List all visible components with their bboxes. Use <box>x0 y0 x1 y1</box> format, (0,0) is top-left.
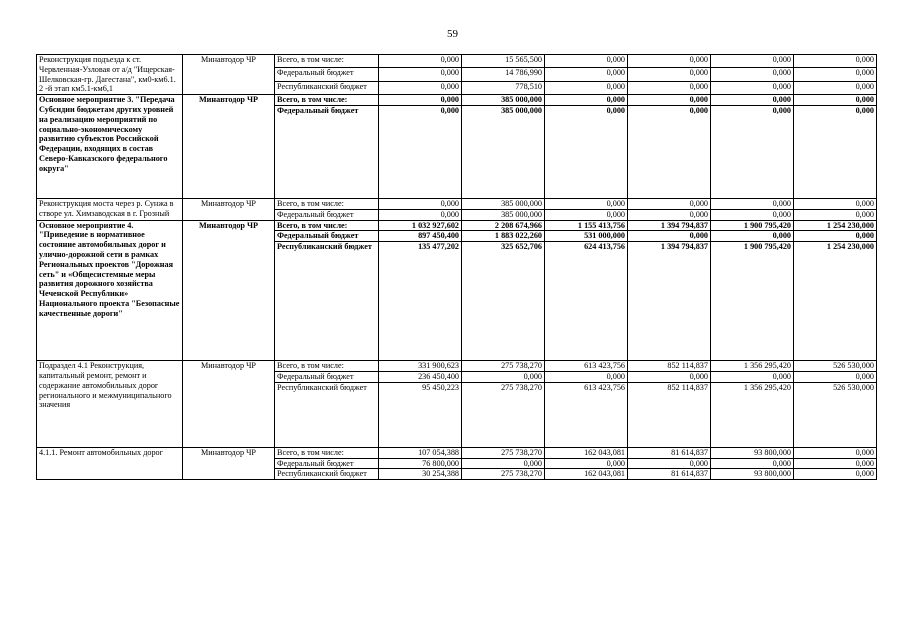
value-cell: 0,000 <box>628 68 711 81</box>
value-cell: 385 000,000 <box>462 95 545 106</box>
value-cell: 0,000 <box>794 95 877 106</box>
value-cell: 275 738,270 <box>462 382 545 447</box>
value-cell: 0,000 <box>794 231 877 242</box>
value-cell: 1 155 413,756 <box>545 220 628 231</box>
value-cell: 0,000 <box>711 371 794 382</box>
value-cell: 1 900 795,420 <box>711 220 794 231</box>
value-cell: 1 356 295,420 <box>711 361 794 372</box>
funding-source-cell: Республиканский бюджет <box>275 242 379 361</box>
value-cell: 81 614,837 <box>628 469 711 480</box>
value-cell: 0,000 <box>794 198 877 209</box>
table-row <box>37 55 877 68</box>
value-cell: 1 883 022,260 <box>462 231 545 242</box>
funding-source-cell: Федеральный бюджет <box>275 105 379 198</box>
value-cell: 0,000 <box>545 371 628 382</box>
value-cell: 0,000 <box>545 95 628 106</box>
table-row <box>37 447 877 458</box>
executor-cell: Минавтодор ЧР <box>183 95 275 199</box>
funding-source-cell: Федеральный бюджет <box>275 209 379 220</box>
value-cell: 0,000 <box>711 105 794 198</box>
value-cell: 0,000 <box>794 458 877 469</box>
value-cell: 624 413,756 <box>545 242 628 361</box>
value-cell: 93 800,000 <box>711 469 794 480</box>
value-cell: 1 254 230,000 <box>794 220 877 231</box>
value-cell: 331 900,623 <box>379 361 462 372</box>
value-cell: 0,000 <box>711 95 794 106</box>
value-cell: 0,000 <box>711 198 794 209</box>
table-row <box>37 361 877 372</box>
funding-source-cell: Республиканский бюджет <box>275 469 379 480</box>
value-cell: 0,000 <box>628 198 711 209</box>
value-cell: 0,000 <box>545 81 628 94</box>
value-cell: 0,000 <box>462 371 545 382</box>
value-cell: 1 900 795,420 <box>711 242 794 361</box>
value-cell: 0,000 <box>628 458 711 469</box>
value-cell: 30 254,388 <box>379 469 462 480</box>
executor-cell: Минавтодор ЧР <box>183 447 275 479</box>
value-cell: 0,000 <box>711 458 794 469</box>
value-cell: 778,510 <box>462 81 545 94</box>
page-number: 59 <box>447 28 458 40</box>
measure-name-cell: Реконструкция подъезда к ст. Червленная-Узловая от а/д "Ищерская-Шелковская-гр. Дагестана", км0-км6.1. 2 -й этап км5.1-км6,1 <box>37 55 183 95</box>
funding-source-cell: Всего, в том числе: <box>275 447 379 458</box>
value-cell: 135 477,202 <box>379 242 462 361</box>
value-cell: 236 450,400 <box>379 371 462 382</box>
value-cell: 0,000 <box>545 198 628 209</box>
value-cell: 0,000 <box>794 68 877 81</box>
funding-source-cell: Федеральный бюджет <box>275 458 379 469</box>
value-cell: 81 614,837 <box>628 447 711 458</box>
value-cell: 0,000 <box>628 209 711 220</box>
value-cell: 1 394 794,837 <box>628 220 711 231</box>
executor-cell: Минавтодор ЧР <box>183 198 275 220</box>
value-cell: 0,000 <box>794 105 877 198</box>
value-cell: 0,000 <box>379 55 462 68</box>
value-cell: 526 530,000 <box>794 382 877 447</box>
value-cell: 1 032 927,602 <box>379 220 462 231</box>
value-cell: 0,000 <box>379 198 462 209</box>
budget-table <box>36 54 877 480</box>
value-cell: 852 114,837 <box>628 361 711 372</box>
value-cell: 15 565,500 <box>462 55 545 68</box>
value-cell: 0,000 <box>628 81 711 94</box>
value-cell: 0,000 <box>545 105 628 198</box>
table-row <box>37 95 877 106</box>
executor-cell: Минавтодор ЧР <box>183 55 275 95</box>
value-cell: 0,000 <box>379 68 462 81</box>
value-cell: 0,000 <box>711 231 794 242</box>
value-cell: 14 786,990 <box>462 68 545 81</box>
value-cell: 0,000 <box>545 68 628 81</box>
value-cell: 162 043,081 <box>545 447 628 458</box>
value-cell: 0,000 <box>628 55 711 68</box>
value-cell: 385 000,000 <box>462 209 545 220</box>
value-cell: 275 738,270 <box>462 361 545 372</box>
value-cell: 852 114,837 <box>628 382 711 447</box>
value-cell: 93 800,000 <box>711 447 794 458</box>
funding-source-cell: Республиканский бюджет <box>275 81 379 94</box>
measure-name-cell: Основное мероприятие 3. "Передача Субсидии бюджетам других уровней на реализацию мероприятий по социально-экономическому развитию субъектов Российской Федерации, входящих в состав Северо-Кавказского федерального округа" <box>37 95 183 199</box>
value-cell: 526 530,000 <box>794 361 877 372</box>
value-cell: 0,000 <box>379 81 462 94</box>
table-row <box>37 198 877 209</box>
funding-source-cell: Федеральный бюджет <box>275 231 379 242</box>
measure-name-cell: Реконструкция моста через р. Сунжа в створе ул. Химзаводская в г. Грозный <box>37 198 183 220</box>
value-cell: 0,000 <box>794 55 877 68</box>
value-cell: 2 208 674,966 <box>462 220 545 231</box>
value-cell: 275 738,270 <box>462 469 545 480</box>
value-cell: 531 000,000 <box>545 231 628 242</box>
funding-source-cell: Всего, в том числе: <box>275 95 379 106</box>
funding-source-cell: Всего, в том числе: <box>275 198 379 209</box>
value-cell: 275 738,270 <box>462 447 545 458</box>
value-cell: 0,000 <box>711 81 794 94</box>
value-cell: 0,000 <box>545 55 628 68</box>
value-cell: 1 254 230,000 <box>794 242 877 361</box>
funding-source-cell: Федеральный бюджет <box>275 68 379 81</box>
value-cell: 385 000,000 <box>462 198 545 209</box>
value-cell: 0,000 <box>545 209 628 220</box>
value-cell: 0,000 <box>794 469 877 480</box>
value-cell: 613 423,756 <box>545 382 628 447</box>
value-cell: 0,000 <box>545 458 628 469</box>
value-cell: 76 800,000 <box>379 458 462 469</box>
funding-source-cell: Всего, в том числе: <box>275 55 379 68</box>
value-cell: 0,000 <box>379 105 462 198</box>
value-cell: 0,000 <box>711 209 794 220</box>
measure-name-cell: Подраздел 4.1 Реконструкция, капитальный ремонт, ремонт и содержание автомобильных дорог регионального и межмуниципального значения <box>37 361 183 448</box>
value-cell: 613 423,756 <box>545 361 628 372</box>
value-cell: 1 356 295,420 <box>711 382 794 447</box>
value-cell: 162 043,081 <box>545 469 628 480</box>
value-cell: 0,000 <box>628 231 711 242</box>
executor-cell: Минавтодор ЧР <box>183 220 275 361</box>
executor-cell: Минавтодор ЧР <box>183 361 275 448</box>
value-cell: 0,000 <box>628 95 711 106</box>
value-cell: 897 450,400 <box>379 231 462 242</box>
value-cell: 1 394 794,837 <box>628 242 711 361</box>
value-cell: 0,000 <box>794 209 877 220</box>
value-cell: 0,000 <box>794 371 877 382</box>
value-cell: 325 652,706 <box>462 242 545 361</box>
value-cell: 0,000 <box>794 81 877 94</box>
funding-source-cell: Федеральный бюджет <box>275 371 379 382</box>
funding-source-cell: Всего, в том числе: <box>275 361 379 372</box>
value-cell: 0,000 <box>711 55 794 68</box>
value-cell: 0,000 <box>628 105 711 198</box>
value-cell: 0,000 <box>462 458 545 469</box>
value-cell: 0,000 <box>379 209 462 220</box>
funding-source-cell: Всего, в том числе: <box>275 220 379 231</box>
value-cell: 0,000 <box>379 95 462 106</box>
value-cell: 0,000 <box>711 68 794 81</box>
value-cell: 385 000,000 <box>462 105 545 198</box>
value-cell: 0,000 <box>794 447 877 458</box>
value-cell: 107 054,388 <box>379 447 462 458</box>
value-cell: 95 450,223 <box>379 382 462 447</box>
table-row <box>37 220 877 231</box>
measure-name-cell: 4.1.1. Ремонт автомобильных дорог <box>37 447 183 479</box>
funding-source-cell: Республиканский бюджет <box>275 382 379 447</box>
measure-name-cell: Основное мероприятие 4. "Приведение в нормативное состояние автомобильных дорог и улично-дорожной сети в рамках Региональных проектов "Дорожная сеть" и «Общесистемные меры развития дорожного хозяйства Чеченской Республики» Национального проекта "Безопасные качественные дороги" <box>37 220 183 361</box>
value-cell: 0,000 <box>628 371 711 382</box>
